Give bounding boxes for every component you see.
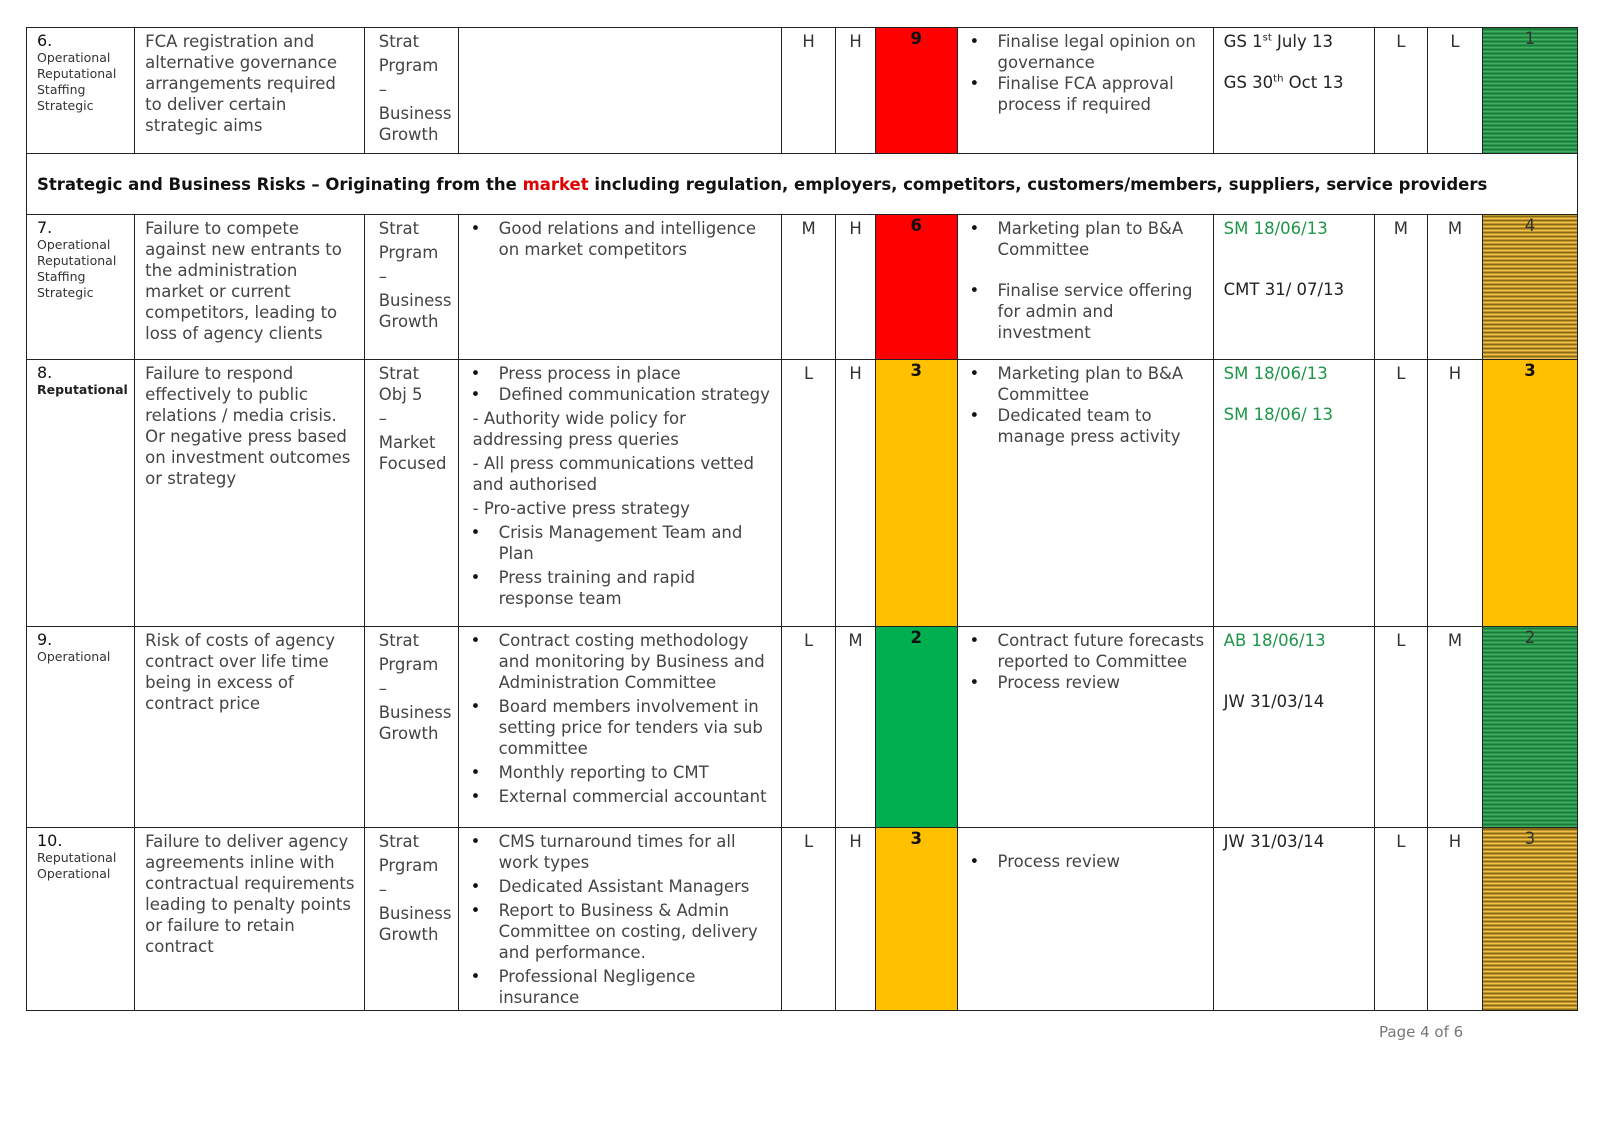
risk-description: FCA registration and alternative governance arrangements required to deliver certain strategic aims	[135, 28, 365, 154]
strat-line: –	[378, 80, 387, 99]
action-item: • Dedicated team to manage press activity	[969, 406, 1181, 446]
strat-line: Growth	[378, 925, 439, 944]
risk-number: 8.	[37, 363, 53, 382]
risk-score: 3	[875, 360, 957, 627]
strat-line: Business	[378, 703, 452, 722]
strat-line: Growth	[378, 312, 439, 331]
control-item: • Report to Business & Admin Committee on costing, delivery and performance.	[470, 901, 758, 962]
strat-line: Prgram	[378, 243, 439, 262]
control-item: • Monthly reporting to CMT	[470, 763, 709, 782]
control-item: • External commercial accountant	[470, 787, 767, 806]
risk-register-table	[26, 27, 1578, 1011]
strat-line: Business	[378, 291, 452, 310]
impact: H	[836, 828, 876, 1011]
owner-date: CMT 31/ 07/13	[1223, 280, 1345, 299]
impact: H	[836, 360, 876, 627]
strat-line: –	[378, 267, 387, 286]
risk-category: Operational	[37, 50, 111, 65]
section-header: Strategic and Business Risks – Originating from the market including regulation, employers, competitors, customers/members, suppliers, service providers	[27, 154, 1578, 215]
risk-id-cell	[27, 28, 135, 154]
controls-cell	[458, 828, 781, 1011]
sub-control-item: - All press communications vetted and authorised	[472, 454, 754, 494]
risk-category: Reputational	[37, 66, 117, 81]
owner-dates	[1213, 360, 1374, 627]
likelihood: L	[782, 828, 836, 1011]
controls-cell	[458, 28, 781, 154]
likelihood: L	[782, 627, 836, 828]
risk-score: 2	[875, 627, 957, 828]
likelihood: H	[782, 28, 836, 154]
sub-control-item: - Pro-active press strategy	[472, 499, 690, 518]
strat-line: Strat	[378, 832, 420, 851]
strat-line: Strat	[378, 631, 420, 650]
controls-cell	[458, 360, 781, 627]
impact: H	[836, 215, 876, 360]
action-item: • Process review	[969, 673, 1120, 692]
risk-description: Failure to deliver agency agreements inline with contractual requirements leading to penalty points or failure to retain contract	[135, 828, 365, 1011]
target-likelihood: L	[1374, 828, 1427, 1011]
target-impact: M	[1427, 215, 1482, 360]
target-impact: H	[1427, 360, 1482, 627]
risk-category: Strategic	[37, 285, 94, 300]
risk-category: Reputational	[37, 850, 117, 865]
strat-line: Prgram	[378, 655, 439, 674]
risk-category: Staffing	[37, 269, 86, 284]
action-item: • Process review	[969, 852, 1120, 871]
target-likelihood: M	[1374, 215, 1427, 360]
risk-category: Strategic	[37, 98, 94, 113]
risk-score: 6	[875, 215, 957, 360]
risk-category: Reputational	[37, 382, 128, 397]
control-item: • Dedicated Assistant Managers	[470, 877, 750, 896]
risk-row-6	[27, 28, 1578, 154]
action-item: • Marketing plan to B&A Committee	[969, 219, 1184, 259]
target-score: 2	[1483, 627, 1578, 828]
risk-category: Operational	[37, 649, 111, 664]
owner-dates	[1213, 828, 1374, 1011]
actions-cell	[957, 828, 1213, 1011]
target-impact: L	[1427, 28, 1482, 154]
risk-category: Operational	[37, 866, 111, 881]
strategic-objective	[364, 360, 458, 627]
control-item: • Defined communication strategy	[470, 385, 770, 404]
control-item: • Press process in place	[470, 364, 681, 383]
risk-id-cell	[27, 828, 135, 1011]
likelihood: L	[782, 360, 836, 627]
risk-id-cell	[27, 627, 135, 828]
risk-score: 3	[875, 828, 957, 1011]
strat-line: Prgram	[378, 56, 439, 75]
strat-line: –	[378, 679, 387, 698]
target-likelihood: L	[1374, 360, 1427, 627]
control-item: • Professional Negligence insurance	[470, 967, 696, 1007]
action-item: • Marketing plan to B&A Committee	[969, 364, 1184, 404]
control-item: • CMS turnaround times for all work types	[470, 832, 736, 872]
owner-date: GS 1st July 13	[1223, 32, 1333, 51]
section-header-row	[27, 154, 1578, 215]
risk-score: 9	[875, 28, 957, 154]
target-likelihood: L	[1374, 28, 1427, 154]
sub-control-item: - Authority wide policy for addressing press queries	[472, 409, 686, 449]
target-score: 3	[1483, 828, 1578, 1011]
target-impact: M	[1427, 627, 1482, 828]
owner-dates	[1213, 627, 1374, 828]
risk-description: Risk of costs of agency contract over life time being in excess of contract price	[135, 627, 365, 828]
actions-cell	[957, 627, 1213, 828]
control-item: • Crisis Management Team and Plan	[470, 523, 743, 563]
control-item: • Contract costing methodology and monitoring by Business and Administration Committee	[470, 631, 765, 692]
risk-category: Reputational	[37, 253, 117, 268]
market-highlight: market	[522, 175, 589, 194]
impact: H	[836, 28, 876, 154]
owner-date: JW 31/03/14	[1223, 692, 1325, 711]
strategic-objective	[364, 627, 458, 828]
owner-date: SM 18/06/ 13	[1223, 405, 1333, 424]
controls-cell	[458, 215, 781, 360]
strat-line: Focused	[378, 454, 447, 473]
actions-cell	[957, 360, 1213, 627]
risk-row-9	[27, 627, 1578, 828]
risk-number: 6.	[37, 31, 53, 50]
strat-line: Market	[378, 433, 436, 452]
strat-line: Business	[378, 104, 452, 123]
strategic-objective	[364, 828, 458, 1011]
likelihood: M	[782, 215, 836, 360]
strat-line: Strat	[378, 364, 420, 383]
strat-line: Strat	[378, 219, 420, 238]
strat-line: Obj 5	[378, 385, 423, 404]
strat-line: –	[378, 880, 387, 899]
target-score: 3	[1483, 360, 1578, 627]
action-item: • Finalise service offering for admin and investment	[969, 281, 1193, 342]
owner-date: JW 31/03/14	[1223, 832, 1325, 851]
target-score: 4	[1483, 215, 1578, 360]
risk-description: Failure to respond effectively to public relations / media crisis. Or negative press based on investment outcomes or strategy	[135, 360, 365, 627]
strategic-objective	[364, 215, 458, 360]
controls-cell	[458, 627, 781, 828]
strat-line: Growth	[378, 125, 439, 144]
actions-cell	[957, 28, 1213, 154]
owner-date: AB 18/06/13	[1223, 631, 1326, 650]
control-item: • Board members involvement in setting price for tenders via sub committee	[470, 697, 763, 758]
owner-date: SM 18/06/13	[1223, 219, 1328, 238]
strat-line: Growth	[378, 724, 439, 743]
action-item: • Contract future forecasts reported to Committee	[969, 631, 1205, 671]
page-number: Page 4 of 6	[1379, 1023, 1464, 1041]
strat-line: –	[378, 409, 387, 428]
strategic-objective	[364, 28, 458, 154]
risk-number: 10.	[37, 831, 63, 850]
risk-category: Staffing	[37, 82, 86, 97]
risk-row-7	[27, 215, 1578, 360]
owner-dates	[1213, 215, 1374, 360]
owner-date: GS 30th Oct 13	[1223, 73, 1344, 92]
risk-number: 9.	[37, 630, 53, 649]
impact: M	[836, 627, 876, 828]
target-score: 1	[1483, 28, 1578, 154]
risk-row-10	[27, 828, 1578, 1011]
target-impact: H	[1427, 828, 1482, 1011]
control-item: • Good relations and intelligence on market competitors	[470, 219, 757, 259]
owner-date: SM 18/06/13	[1223, 364, 1328, 383]
strat-line: Prgram	[378, 856, 439, 875]
owner-dates	[1213, 28, 1374, 154]
strat-line: Business	[378, 904, 452, 923]
actions-cell	[957, 215, 1213, 360]
target-likelihood: L	[1374, 627, 1427, 828]
risk-category: Operational	[37, 237, 111, 252]
risk-description: Failure to compete against new entrants to the administration market or current competitors, leading to loss of agency clients	[135, 215, 365, 360]
strat-line: Strat	[378, 32, 420, 51]
action-item: • Finalise legal opinion on governance	[969, 32, 1196, 72]
control-item: • Press training and rapid response team	[470, 568, 696, 608]
risk-id-cell	[27, 215, 135, 360]
risk-number: 7.	[37, 218, 53, 237]
risk-row-8	[27, 360, 1578, 627]
risk-id-cell	[27, 360, 135, 627]
action-item: • Finalise FCA approval process if required	[969, 74, 1174, 114]
